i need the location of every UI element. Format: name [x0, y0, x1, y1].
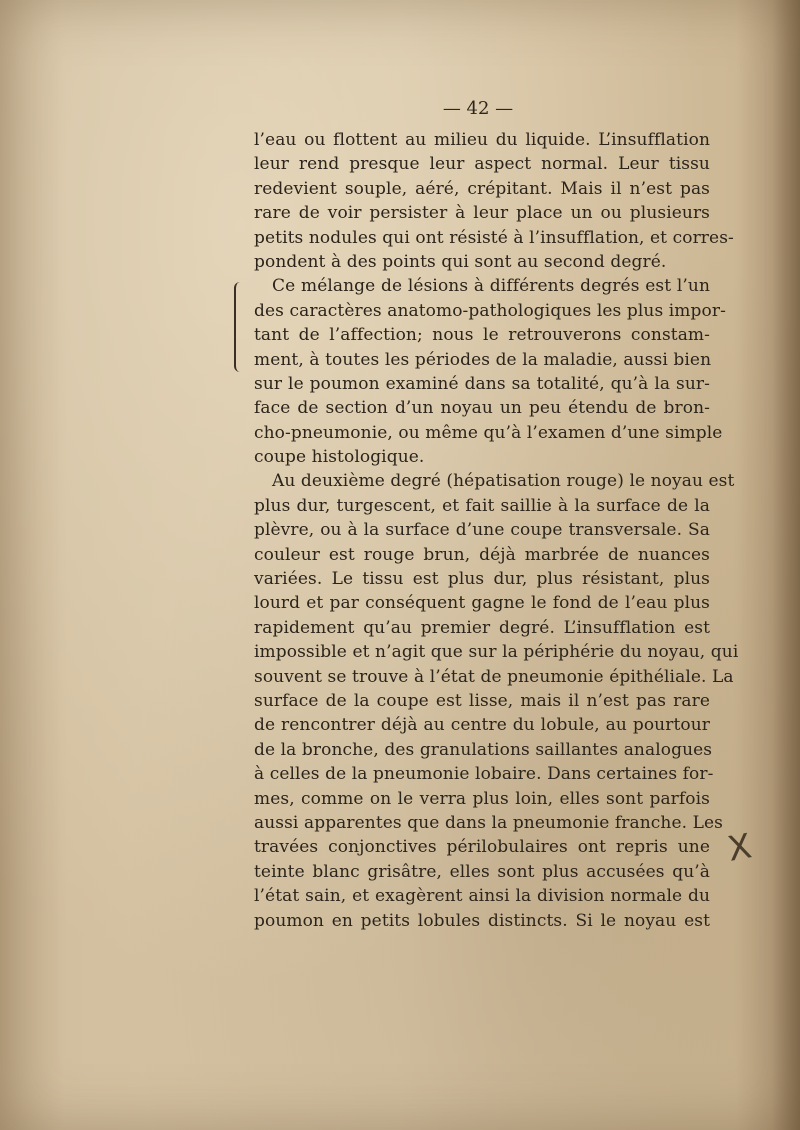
text-line: l’état sain, et exagèrent ainsi la division normale du — [254, 886, 710, 907]
text-line: plèvre, ou à la surface d’une coupe transversale. Sa — [254, 520, 710, 541]
text-line: rapidement qu’au premier degré. L’insufflation est — [254, 617, 710, 638]
text-line: de la bronche, des granulations saillantes analogues — [254, 739, 713, 760]
page-edge-shadow — [772, 0, 800, 1130]
text-line: poumon en petits lobules distincts. Si le noyau est — [254, 910, 710, 931]
text-line: coupe histologique. — [254, 447, 425, 468]
text-line: de rencontrer déjà au centre du lobule, au pourtour — [254, 715, 710, 736]
text-line: souvent se trouve à l’état de pneumonie épithéliale. La — [254, 666, 734, 687]
margin-annotation: X — [724, 826, 755, 870]
text-line: surface de la coupe est lisse, mais il n’est pas rare — [254, 690, 710, 711]
text-line: travées conjonctives périlobulaires ont repris une — [254, 837, 710, 858]
page-number: — 42 — — [442, 98, 514, 119]
margin-bracket-mark — [234, 282, 248, 372]
text-line: leur rend presque leur aspect normal. Leur tissu — [254, 154, 710, 175]
text-line: aussi apparentes que dans la pneumonie franche. Les — [254, 812, 723, 833]
text-line: impossible et n’agit que sur la périphérie du noyau, qui — [254, 642, 739, 663]
text-line: des caractères anatomo-pathologiques les plus impor- — [254, 300, 726, 321]
text-line: Ce mélange de lésions à différents degrés est l’un — [272, 276, 710, 297]
text-line: lourd et par conséquent gagne le fond de l’eau plus — [254, 593, 710, 614]
text-line: Au deuxième degré (hépatisation rouge) le noyau est — [272, 471, 735, 492]
text-line: sur le poumon examiné dans sa totalité, qu’à la sur- — [254, 373, 710, 394]
text-line: face de section d’un noyau un peu étendu de bron- — [254, 398, 710, 419]
text-line: ment, à toutes les périodes de la maladie, aussi bien — [254, 349, 712, 370]
text-line: redevient souple, aéré, crépitant. Mais il n’est pas — [254, 178, 710, 199]
text-line: variées. Le tissu est plus dur, plus résistant, plus — [254, 569, 710, 590]
text-line: plus dur, turgescent, et fait saillie à la surface de la — [254, 495, 710, 516]
text-line: pondent à des points qui sont au second degré. — [254, 251, 667, 272]
text-line: à celles de la pneumonie lobaire. Dans certaines for- — [254, 764, 714, 785]
body-text — [254, 128, 739, 933]
text-line: teinte blanc grisâtre, elles sont plus accusées qu’à — [254, 861, 710, 882]
text-line: cho-pneumonie, ou même qu’à l’examen d’une simple — [254, 422, 723, 443]
text-line: tant de l’affection; nous le retrouverons constam- — [254, 325, 710, 346]
text-line: l’eau ou flottent au milieu du liquide. L’insufflation — [254, 130, 710, 150]
text-line: couleur est rouge brun, déjà marbrée de nuances — [254, 544, 710, 565]
text-line: mes, comme on le verra plus loin, elles sont parfois — [254, 788, 710, 809]
text-line: petits nodules qui ont résisté à l’insufflation, et corres- — [254, 227, 734, 248]
text-line: rare de voir persister à leur place un ou plusieurs — [254, 203, 710, 224]
